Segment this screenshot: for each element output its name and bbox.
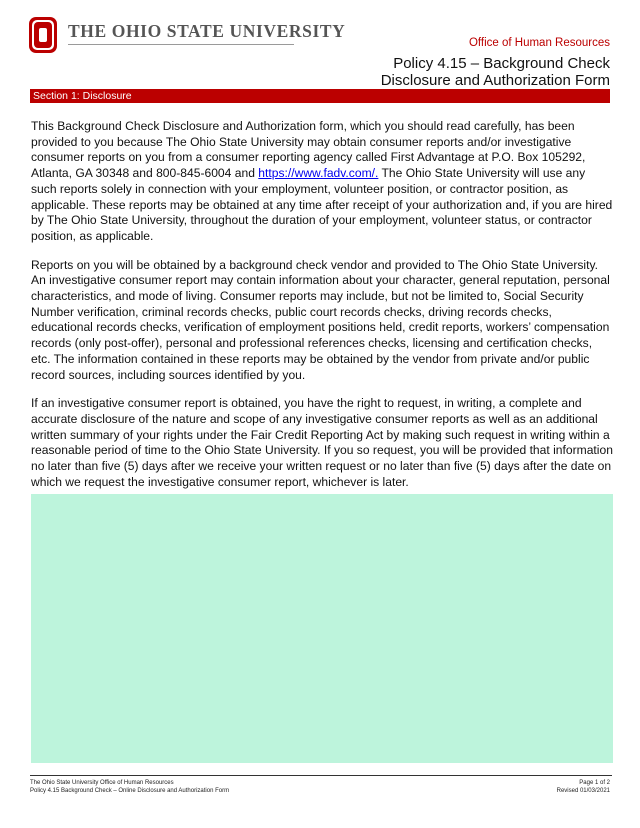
section-header-bar — [30, 89, 610, 103]
office-name: Office of Human Resources — [468, 37, 610, 49]
paragraph-3: If an investigative consumer report is obtained, you have the right to request, in writing, a complete and accurate disclosure of the nature and scope of any investigative consumer reports as well as an additional written summary of your rights under the Fair Credit Reporting Act by making such request in writing within a reasonable period of time to the Ohio State University. If you so request, you will be provided that information no later than five (5) days after we receive your written request or no later than five (5) days after the date on which we request the investigative consumer report, whichever is later. — [31, 396, 613, 489]
paragraph-2: Reports on you will be obtained by a background check vendor and provided to The Ohio State University. An investigative consumer report may contain information about your character, general reputation, personal characteristics, and mode of living. Consumer reports may include, but not be limited to, Social Security Number verification, criminal records checks, public court records checks, driving records checks, educational records checks, verification of employment positions held, credit reports, workers’ compensation records (only post-offer), personal and professional references checks, licensing and certification checks, etc. The information contained in these reports may be obtained by the vendor from private and/or public record sources, including sources identified by you. — [31, 257, 610, 382]
university-name-underline — [68, 44, 294, 45]
paragraph-1 — [31, 119, 613, 245]
footer-divider — [30, 775, 612, 776]
footer-org: The Ohio State University Office of Human Resources — [30, 780, 174, 786]
title-line-1: Policy 4.15 – Background Check — [393, 55, 610, 72]
university-name: THE OHIO STATE UNIVERSITY — [68, 21, 346, 41]
ohio-state-block-o-logo-icon — [29, 17, 57, 53]
footer-right — [557, 779, 610, 795]
footer-left — [30, 779, 229, 795]
paragraph-1-text: This Background Check Disclosure and Authorization form, which you should read carefully, has been provided to you because The Ohio State University may obtain consumer reports and/or investigative consumer reports on you from a consumer reporting agency called First Advantage at P.O. Box 105292, Atlanta, GA 30348 and 800-845-6004 and — [31, 119, 586, 181]
section-label: Section 1: Disclosure — [33, 90, 132, 102]
document-title — [381, 55, 610, 89]
fadv-link[interactable]: https://www.fadv.com/. — [258, 166, 379, 181]
revision-date: Revised 01/03/2021 — [556, 788, 610, 794]
title-line-2: Disclosure and Authorization Form — [380, 72, 610, 89]
footer-doc-name: Policy 4.15 Background Check – Online Disclosure and Authorization Form — [30, 788, 230, 794]
paragraph-1-text-cont: The Ohio State University will use any such reports solely in connection with your employment, volunteer position, or contractor position, as applicable. These reports may be obtained at any time after receipt of your authorization and, if you are hired by The Ohio State University, throughout the duration of your employment, volunteer status, or contractor position, as applicable. — [31, 166, 613, 243]
page-number: Page 1 of 2 — [579, 780, 610, 786]
highlight-block — [31, 494, 613, 763]
